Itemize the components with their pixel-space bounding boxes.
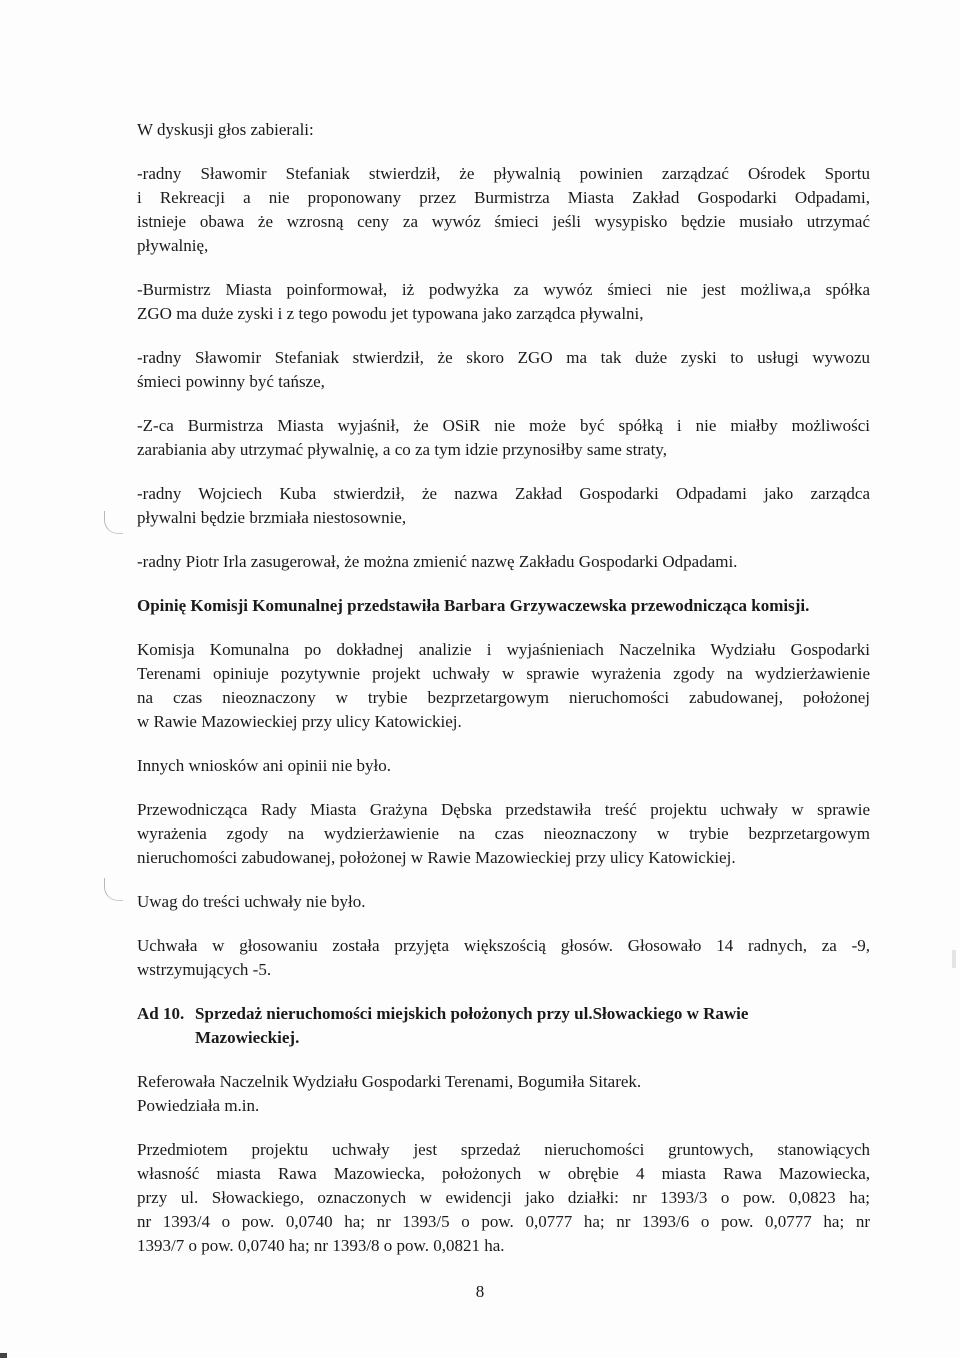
text-line: -radny Wojciech Kuba stwierdził, że nazwa Zakład Gospodarki Odpadami jako zarządca — [137, 484, 870, 503]
text-line: wyrażenia zgody na wydzierżawienie na czas nieoznaczony w trybie bezprzetargowym — [137, 824, 870, 843]
agenda-title-line: Sprzedaż nieruchomości miejskich położonych przy ul.Słowackiego w Rawie — [195, 1004, 749, 1023]
text-line: nr 1393/4 o pow. 0,0740 ha; nr 1393/5 o pow. 0,0777 ha; nr 1393/6 o pow. 0,0777 ha; nr — [137, 1212, 870, 1231]
paragraph-burmistrz — [137, 278, 870, 326]
paragraph-presenter — [137, 1070, 870, 1118]
text-line: istnieje obawa że wzrosną ceny za wywóz śmieci jeśli wysypisko będzie musiało utrzymać — [137, 212, 870, 231]
text-line: Uchwała w głosowaniu została przyjęta większością głosów. Głosowało 14 radnych, za -9, — [137, 936, 870, 955]
punch-hole-mark — [104, 511, 123, 534]
paragraph-stefaniak-1 — [137, 162, 870, 258]
text-line: Przedmiotem projektu uchwały jest sprzedaż nieruchomości gruntowych, stanowiących — [137, 1140, 870, 1159]
text-line: wstrzymujących -5. — [137, 960, 272, 979]
paragraph-no-other-motions: Innych wniosków ani opinii nie było. — [137, 756, 392, 775]
text-line: Powiedziała m.in. — [137, 1096, 260, 1115]
text-line: Komisja Komunalna po dokładnej analizie i wyjaśnieniach Naczelnika Wydziału Gospodarki — [137, 640, 870, 659]
text-line: Terenami opiniuje pozytywnie projekt uchwały w sprawie wyrażenia zgody na wydzierżawienie — [137, 664, 870, 683]
paragraph-commission-opinion — [137, 638, 870, 734]
text-line: -Z-ca Burmistrza Miasta wyjaśnił, że OSiR nie może być spółką i nie miałby możliwości — [137, 416, 870, 435]
opinion-heading: Opinię Komisji Komunalnej przedstawiła Barbara Grzywaczewska przewodnicząca komisji. — [137, 596, 810, 615]
text-line: 1393/7 o pow. 0,0740 ha; nr 1393/8 o pow. 0,0821 ha. — [137, 1236, 505, 1255]
agenda-title-line: Mazowieckiej. — [195, 1028, 300, 1047]
text-line: nieruchomości zabudowanej, położonej w Rawie Mazowieckiej przy ulicy Katowickiej. — [137, 848, 736, 867]
text-line: pływalnię, — [137, 236, 209, 255]
text-line: na czas nieoznaczony w trybie bezprzetargowym nieruchomości zabudowanej, położonej — [137, 688, 870, 707]
paragraph-no-remarks: Uwag do treści uchwały nie było. — [137, 892, 366, 911]
text-line: -Burmistrz Miasta poinformował, iż podwyżka za wywóz śmieci nie jest możliwa,a spółka — [137, 280, 870, 299]
text-line: w Rawie Mazowieckiej przy ulicy Katowickiej. — [137, 712, 462, 731]
agenda-item-number: Ad 10. — [137, 1004, 185, 1023]
document-body — [137, 118, 870, 1278]
text-line: -radny Sławomir Stefaniak stwierdził, że pływalnią powinien zarządzać Ośrodek Sportu — [137, 164, 870, 183]
page-number: 8 — [475, 1282, 485, 1301]
paragraph-stefaniak-2 — [137, 346, 870, 394]
text-line: i Rekreacji a nie proponowany przez Burmistrza Miasta Zakład Gospodarki Odpadami, — [137, 188, 870, 207]
paragraph-irla: -radny Piotr Irla zasugerował, że można zmienić nazwę Zakładu Gospodarki Odpadami. — [137, 552, 738, 571]
paragraph-kuba — [137, 482, 870, 530]
discussion-intro: W dyskusji głos zabierali: — [137, 120, 314, 139]
text-line: własność miasta Rawa Mazowiecka, położonych w obrębie 4 miasta Rawa Mazowiecka, — [137, 1164, 870, 1183]
paragraph-zca-burmistrza — [137, 414, 870, 462]
text-line: Referowała Naczelnik Wydziału Gospodarki Terenami, Bogumiła Sitarek. — [137, 1072, 642, 1091]
text-line: zarabiania aby utrzymać pływalnię, a co za tym idzie przynosiłby same straty, — [137, 440, 667, 459]
agenda-item-title — [195, 1002, 870, 1050]
text-line: ZGO ma duże zyski i z tego powodu jet typowana jako zarządca pływalni, — [137, 304, 644, 323]
scan-corner-mark — [0, 1353, 7, 1358]
punch-hole-mark — [104, 878, 123, 901]
scan-edge-mark — [952, 950, 956, 968]
paragraph-chairwoman — [137, 798, 870, 870]
text-line: śmieci powinny być tańsze, — [137, 372, 325, 391]
text-line: -radny Sławomir Stefaniak stwierdził, że skoro ZGO ma tak duże zyski to usługi wywozu — [137, 348, 870, 367]
paragraph-project-subject — [137, 1138, 870, 1258]
paragraph-vote-result — [137, 934, 870, 982]
text-line: Przewodnicząca Rady Miasta Grażyna Dębska przedstawiła treść projektu uchwały w sprawie — [137, 800, 870, 819]
agenda-item-heading — [137, 1002, 870, 1050]
text-line: przy ul. Słowackiego, oznaczonych w ewidencji jako działki: nr 1393/3 o pow. 0,0823 ha; — [137, 1188, 870, 1207]
text-line: pływalni będzie brzmiała niestosownie, — [137, 508, 407, 527]
